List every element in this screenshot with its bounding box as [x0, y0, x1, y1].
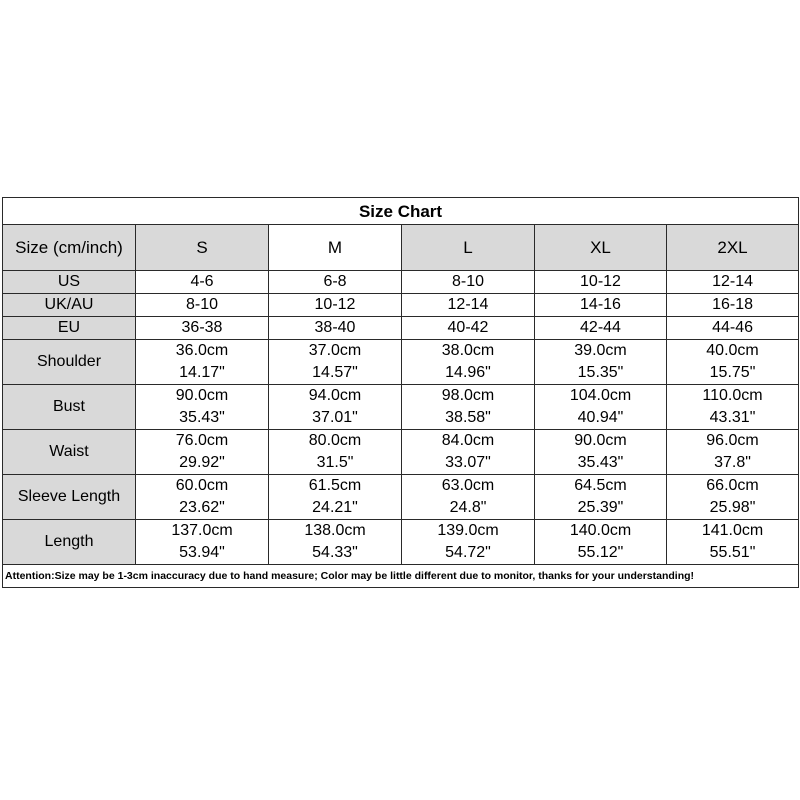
table-cell: 15.35"	[535, 362, 667, 385]
table-cell: 10-12	[535, 271, 667, 294]
row-label: UK/AU	[3, 294, 136, 317]
table-cell: 54.33"	[269, 542, 402, 565]
table-cell: 24.21"	[269, 497, 402, 520]
size-header-xl: XL	[535, 225, 667, 271]
table-cell: 140.0cm	[535, 520, 667, 543]
table-row	[3, 430, 799, 453]
table-cell: 8-10	[136, 294, 269, 317]
table-cell: 64.5cm	[535, 475, 667, 498]
size-chart-table	[2, 197, 799, 588]
table-cell: 37.8"	[667, 452, 799, 475]
row-label: EU	[3, 317, 136, 340]
row-label: Waist	[3, 430, 136, 475]
table-cell: 139.0cm	[402, 520, 535, 543]
table-cell: 96.0cm	[667, 430, 799, 453]
table-cell: 137.0cm	[136, 520, 269, 543]
table-cell: 66.0cm	[667, 475, 799, 498]
table-row	[3, 340, 799, 363]
table-cell: 98.0cm	[402, 385, 535, 408]
table-cell: 16-18	[667, 294, 799, 317]
table-cell: 14.96"	[402, 362, 535, 385]
table-cell: 37.0cm	[269, 340, 402, 363]
table-cell: 53.94"	[136, 542, 269, 565]
table-cell: 40-42	[402, 317, 535, 340]
table-cell: 104.0cm	[535, 385, 667, 408]
table-cell: 40.94"	[535, 407, 667, 430]
chart-title: Size Chart	[3, 198, 799, 225]
table-cell: 61.5cm	[269, 475, 402, 498]
table-row	[3, 317, 799, 340]
row-label: Shoulder	[3, 340, 136, 385]
table-cell: 25.98"	[667, 497, 799, 520]
table-cell: 29.92"	[136, 452, 269, 475]
table-cell: 63.0cm	[402, 475, 535, 498]
size-header-s: S	[136, 225, 269, 271]
size-header-m: M	[269, 225, 402, 271]
table-cell: 36.0cm	[136, 340, 269, 363]
table-cell: 94.0cm	[269, 385, 402, 408]
table-cell: 24.8"	[402, 497, 535, 520]
table-cell: 35.43"	[136, 407, 269, 430]
table-cell: 25.39"	[535, 497, 667, 520]
table-cell: 12-14	[667, 271, 799, 294]
table-cell: 12-14	[402, 294, 535, 317]
table-cell: 37.01"	[269, 407, 402, 430]
row-label: Sleeve Length	[3, 475, 136, 520]
table-cell: 8-10	[402, 271, 535, 294]
table-cell: 35.43"	[535, 452, 667, 475]
table-cell: 43.31"	[667, 407, 799, 430]
table-cell: 141.0cm	[667, 520, 799, 543]
table-cell: 40.0cm	[667, 340, 799, 363]
table-row	[3, 520, 799, 543]
table-cell: 14.17"	[136, 362, 269, 385]
table-row	[3, 271, 799, 294]
row-label: Length	[3, 520, 136, 565]
table-cell: 76.0cm	[136, 430, 269, 453]
note-row	[3, 565, 799, 588]
table-cell: 6-8	[269, 271, 402, 294]
table-cell: 23.62"	[136, 497, 269, 520]
table-cell: 38.58"	[402, 407, 535, 430]
row-label: Bust	[3, 385, 136, 430]
table-cell: 84.0cm	[402, 430, 535, 453]
table-cell: 31.5"	[269, 452, 402, 475]
table-cell: 38.0cm	[402, 340, 535, 363]
table-cell: 44-46	[667, 317, 799, 340]
row-label: US	[3, 271, 136, 294]
table-cell: 14-16	[535, 294, 667, 317]
table-cell: 55.51"	[667, 542, 799, 565]
table-cell: 80.0cm	[269, 430, 402, 453]
table-row	[3, 475, 799, 498]
header-row	[3, 225, 799, 271]
table-cell: 15.75"	[667, 362, 799, 385]
table-cell: 36-38	[136, 317, 269, 340]
size-header-l: L	[402, 225, 535, 271]
table-cell: 14.57"	[269, 362, 402, 385]
table-cell: 138.0cm	[269, 520, 402, 543]
table-cell: 110.0cm	[667, 385, 799, 408]
table-cell: 60.0cm	[136, 475, 269, 498]
size-header-2xl: 2XL	[667, 225, 799, 271]
attention-note: Attention:Size may be 1-3cm inaccuracy due to hand measure; Color may be little different due to monitor, thanks for your understanding!	[3, 565, 799, 588]
table-cell: 38-40	[269, 317, 402, 340]
table-cell: 55.12"	[535, 542, 667, 565]
table-cell: 10-12	[269, 294, 402, 317]
table-row	[3, 294, 799, 317]
table-cell: 42-44	[535, 317, 667, 340]
table-cell: 90.0cm	[136, 385, 269, 408]
table-cell: 39.0cm	[535, 340, 667, 363]
table-cell: 4-6	[136, 271, 269, 294]
header-label: Size (cm/inch)	[3, 225, 136, 271]
table-cell: 33.07"	[402, 452, 535, 475]
table-row	[3, 385, 799, 408]
table-cell: 54.72"	[402, 542, 535, 565]
table-cell: 90.0cm	[535, 430, 667, 453]
